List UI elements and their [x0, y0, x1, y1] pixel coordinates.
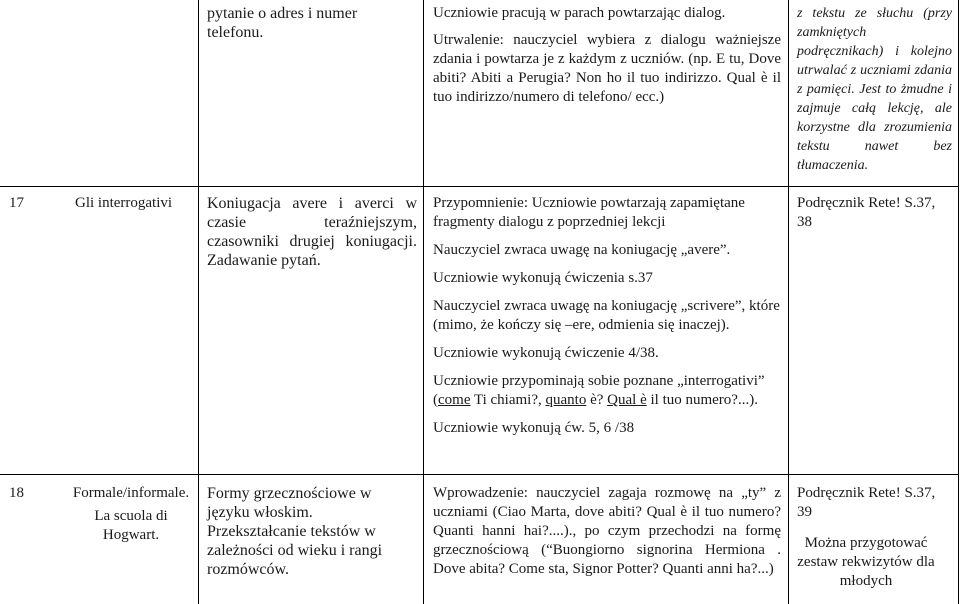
methods-paragraph: Uczniowie wykonują ćwiczenie 4/38.	[433, 345, 659, 361]
topic-cell	[207, 4, 417, 42]
row-number-text: 17	[9, 195, 24, 211]
topic-text: Koniugacja avere i averci w czasie teraźniejszym, czasowniki drugiej koniugacji. Zadawanie pytań.	[207, 195, 417, 269]
notes-cell	[797, 484, 947, 591]
methods-cell	[433, 484, 781, 579]
methods-paragraph: Utrwalenie: nauczyciel wybiera z dialogu ważniejsze zdania i powtarza je z każdym z uczniów. (np. E tu, Dove abiti? Abiti a Perugia? Non ho il tuo indirizzo. Qual è il tuo indirizzo/numero di telefono/ ecc.)	[433, 32, 781, 105]
lesson-title-text: La scuola di Hogwart.	[94, 508, 168, 543]
notes-text: Podręcznik Rete! S.37, 38	[797, 195, 936, 230]
lesson-title	[75, 194, 195, 213]
row-number	[9, 484, 39, 503]
methods-paragraph: Uczniowie przypominają sobie poznane „interrogativi”	[433, 373, 765, 389]
topic-cell	[207, 194, 417, 270]
text-run: (	[433, 392, 438, 408]
notes-text: Podręcznik Rete! S.37, 39	[797, 485, 936, 520]
table-border	[788, 0, 789, 604]
notes-cell	[797, 194, 947, 232]
methods-paragraph: Uczniowie wykonują ćwiczenia s.37	[433, 270, 653, 286]
methods-paragraph	[433, 391, 783, 410]
notes-cell	[797, 4, 952, 175]
table-border	[423, 0, 424, 604]
table-border	[958, 0, 959, 604]
lesson-title	[66, 484, 196, 545]
table-border	[0, 474, 959, 475]
underlined-word: quanto	[545, 392, 587, 408]
topic-text: pytanie o adres i numer telefonu.	[207, 5, 358, 41]
row-number	[9, 194, 39, 213]
text-run: il tuo numero?...).	[646, 392, 758, 408]
text-run: è?	[586, 392, 608, 408]
table-border	[198, 0, 199, 604]
lesson-title-text: Gli interrogativi	[75, 195, 173, 211]
lesson-title-text: Formale/informale.	[72, 485, 190, 501]
methods-cell	[433, 4, 781, 107]
methods-paragraph: Uczniowie pracują w parach powtarzając dialog.	[433, 5, 726, 21]
methods-cell	[433, 194, 783, 438]
methods-paragraph: Nauczyciel zwraca uwagę na koniugację „scrivere”, które (mimo, że kończy się –ere, odmienia się inaczej).	[433, 298, 780, 333]
methods-text: Wprowadzenie: nauczyciel zagaja rozmowę na „ty” z uczniami (Ciao Marta, dove abiti? Qual è il tuo numero? Quanti hanni hai?....)., po czym przechodzi na formę grzecznościową (“Buongiorno signorina Hermiona . Dove abita? Come sta, Signor Potter? Quanti anni ha?...)	[433, 485, 781, 577]
notes-text: z tekstu ze słuchu (przy zamkniętych podręcznikach) i kolejno utrwalać z uczniami zdania z pamięci. Jest to żmudne i zajmuje całą lekcję, ale korzystne dla zrozumienia tekstu nawet bez tłumaczenia.	[797, 6, 952, 173]
methods-paragraph: Nauczyciel zwraca uwagę na koniugację „avere”.	[433, 242, 731, 258]
row-number-text: 18	[9, 485, 24, 501]
methods-paragraph: Przypomnienie: Uczniowie powtarzają zapamiętane fragmenty dialogu z poprzedniej lekcji	[433, 195, 745, 230]
topic-text: Formy grzecznościowe w języku włoskim. Przekształcanie tekstów w zależności od wieku i rangi rozmówców.	[207, 485, 383, 578]
underlined-word: Qual è	[607, 392, 647, 408]
underlined-word: come	[438, 392, 471, 408]
text-run: Ti chiami?,	[470, 392, 546, 408]
methods-paragraph: Uczniowie wykonują ćw. 5, 6 /38	[433, 420, 635, 436]
table-border	[0, 186, 959, 187]
topic-cell	[207, 484, 397, 579]
notes-text: Można przygotować zestaw rekwizytów dla młodych	[797, 535, 935, 589]
